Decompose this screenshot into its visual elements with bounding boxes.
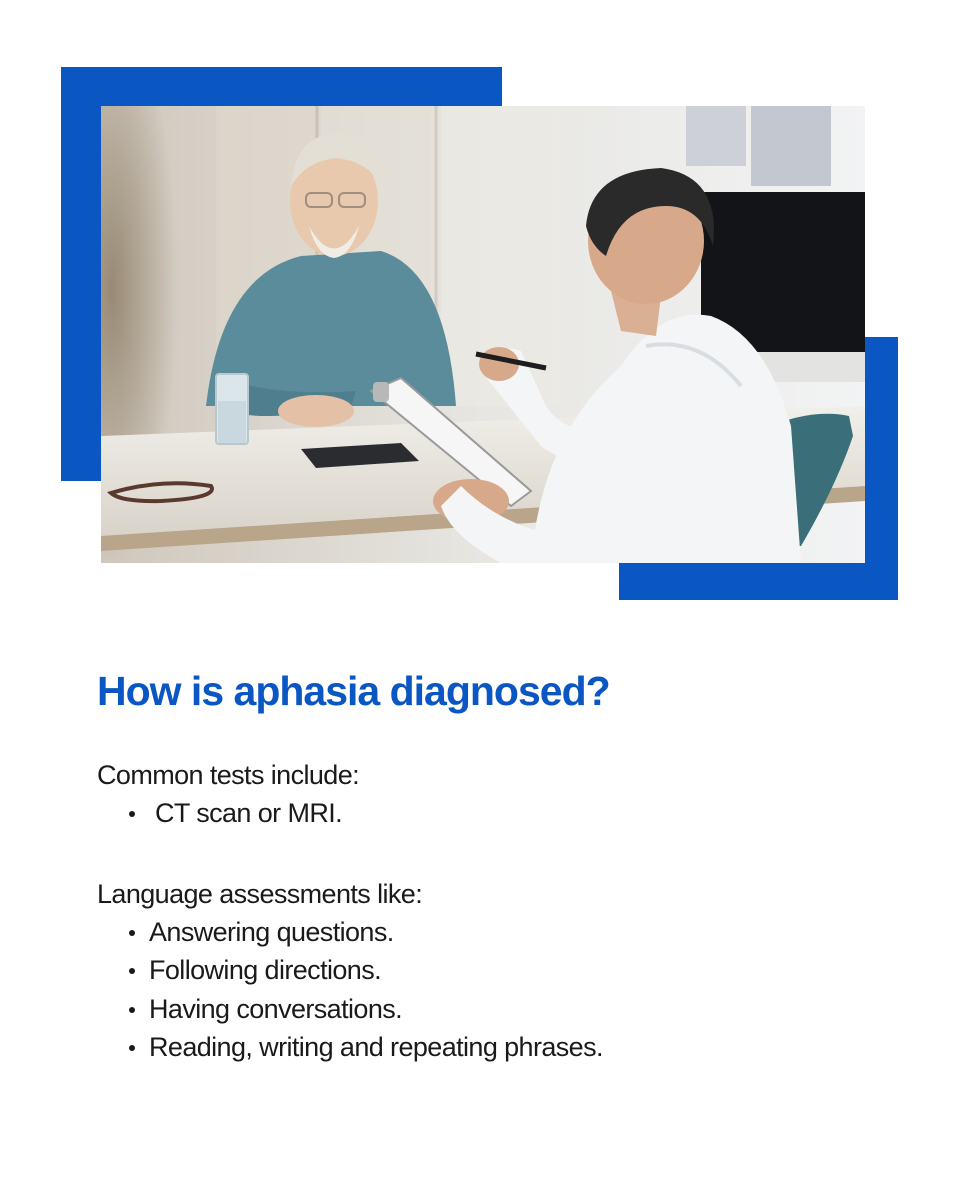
page-title: How is aphasia diagnosed? — [97, 668, 610, 714]
bullet-icon — [129, 1007, 135, 1013]
list-item-text: Following directions. — [149, 955, 382, 985]
section2-intro: Language assessments like: — [97, 878, 423, 909]
list-item-text: Reading, writing and repeating phrases. — [149, 1032, 603, 1062]
section-gap — [97, 833, 877, 875]
bullet-icon — [129, 811, 135, 817]
list-item-text: CT scan or MRI. — [155, 798, 343, 828]
list-item — [97, 990, 877, 1029]
list-item-text: Having conversations. — [149, 993, 403, 1024]
consultation-photo — [101, 106, 865, 563]
section2-list — [97, 913, 877, 1067]
list-item — [97, 1028, 877, 1067]
list-item — [97, 951, 877, 990]
section1-intro: Common tests include: — [97, 760, 360, 790]
bullet-icon — [129, 968, 135, 974]
list-item-text: Answering questions. — [149, 916, 394, 947]
section1-list — [97, 794, 877, 833]
content-body — [97, 756, 877, 1067]
bullet-icon — [129, 930, 135, 936]
bullet-icon — [129, 1045, 135, 1051]
list-item — [97, 794, 877, 833]
list-item — [97, 913, 877, 952]
